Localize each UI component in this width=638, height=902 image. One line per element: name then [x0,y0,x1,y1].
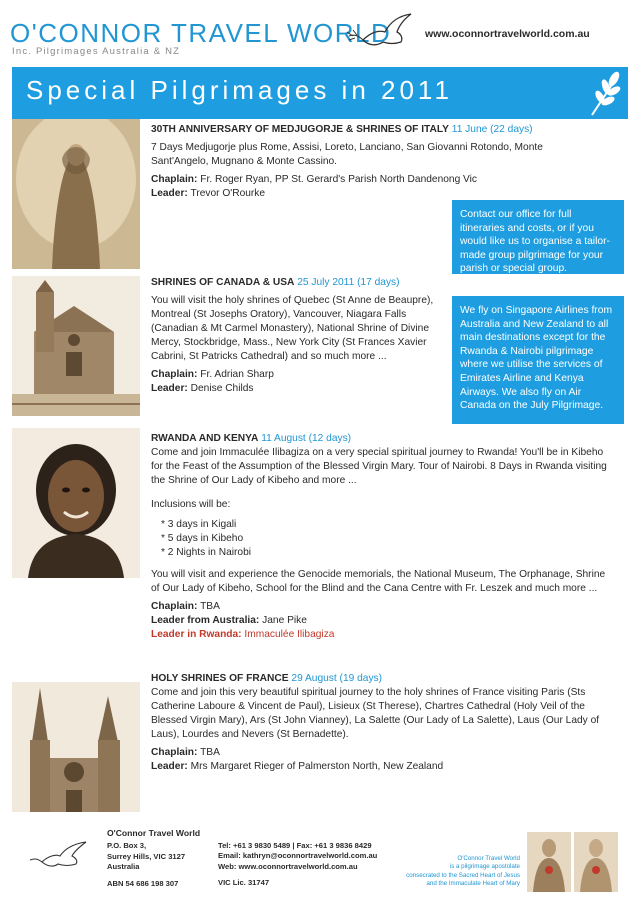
chaplain-name: TBA [200,601,220,612]
inclusions-label: Inclusions will be: [151,499,231,510]
pilgrimage-canada [151,276,447,396]
chaplain-name: Fr. Roger Ryan, PP St. Gerard's Parish North Dandenong Vic [200,174,478,185]
church-photo [12,276,140,416]
brand-subtitle: Inc. Pilgrimages Australia & NZ [12,46,181,57]
address-line: Surrey Hills, VIC 3127 [107,851,186,861]
leader-label: Leader: [151,761,188,772]
leader-label: Leader: [151,383,188,394]
apostolate-line: consecrated to the Sacred Heart of Jesus [406,871,520,879]
chaplain-label: Chaplain: [151,601,198,612]
section-heading: RWANDA AND KENYA [151,433,259,444]
section-body: Come and join this very beautiful spiritual journey to the holy shrines of France visiting Paris (Sts Catherine Laboure & Vincent de Paul), Lisieux (St Therese), Chartres Cathedral (Holy Veil of the Blessed Virgin Mary), Ars (St John Vianney), La Salette (Our Lady of La Salette), Laus (Our Lady of Laus), Lourdes and Nevers (St Bernadette). [151,687,600,740]
portrait-photo [12,428,140,578]
address-line: P.O. Box 3, [107,841,147,851]
footer [0,828,638,902]
address-line: Australia [107,862,140,872]
statue-of-mary-photo [12,119,140,269]
section-heading: HOLY SHRINES OF FRANCE [151,673,289,684]
page-title: Special Pilgrimages in 2011 [26,75,453,105]
chaplain-name: Fr. Adrian Sharp [200,369,274,380]
pilgrimage-medjugorje [151,123,591,201]
chaplain-name: TBA [200,747,220,758]
apostolate-line: is a pilgrimage apostolate [449,863,520,871]
leader-rwanda-label: Leader in Rwanda: [151,629,242,640]
section-body: Come and join Immaculée Ilibagiza on a very special spiritual journey to Rwanda! You'll be in Kibeho for the Feast of the Assumption of the Blessed Virgin Mary. Tour of Nairobi. 8 Days in Rwanda visiting the Shrine of Our Lady of Kibeho and more ... [151,447,607,486]
footer-company: O'Connor Travel World [107,828,201,838]
list-item: * 5 days in Kibeho [161,533,244,544]
abn-number: ABN 54 686 198 307 [107,878,179,888]
section-body: You will visit the holy shrines of Quebec (St Anne de Beaupre), Montreal (St Josephs Oratory), Vancouver, Niagara Falls (Canadian & Mt Carmel Monastery), National Shrine of Divine Mercy, Stockbridge, Mass., New York City (St Frances Xavier Cabrini, St Patricks Cathedral) and so much more ... [151,295,434,362]
contact-info-box: Contact our office for full itineraries and costs, or if you would like us to organise a tailor-made group pilgrimage for your parish or special group. [452,200,624,274]
apostolate-line: O'Connor Travel World [457,855,520,862]
section-heading: 30TH ANNIVERSARY OF MEDJUGORJE & SHRINES OF ITALY [151,124,449,135]
leader-label: Leader from Australia: [151,615,260,626]
vic-licence: VIC Lic. 31747 [218,878,270,888]
pilgrimage-rwanda [151,432,611,642]
cathedral-photo [12,682,140,812]
section-body: 7 Days Medjugorje plus Rome, Assisi, Loreto, Lanciano, San Giovanni Rotondo, Monte Sant'Angelo, Mugnano & Monte Cassino. [151,142,543,167]
footer-contact [218,841,377,889]
chaplain-label: Chaplain: [151,747,198,758]
leader-rwanda-name: Immaculée Ilibagiza [244,629,335,640]
leader-name: Mrs Margaret Rieger of Palmerston North, New Zealand [190,761,444,772]
email-link[interactable]: Email: kathryn@oconnortravelworld.com.au [218,851,378,861]
apostolate-line: and the Immaculate Heart of Mary [426,880,520,888]
immaculate-heart-image [574,832,618,892]
list-item: * 3 days in Kigali [161,519,237,530]
airline-info-box: We fly on Singapore Airlines from Australia and New Zealand to all main destinations except for the Rwanda & Nairobi pilgrimage where we utilise the services of Emirates Airline and Kenya Airways. We also fly on Air Canada on the July Pilgrimage. [452,296,624,424]
section-heading: SHRINES OF CANADA & USA [151,277,295,288]
brand-title: O'CONNOR TRAVEL WORLD [10,18,392,48]
inclusions-list [161,518,611,560]
footer-address [107,828,200,889]
section-date: 11 August (12 days) [261,433,352,444]
leader-label: Leader: [151,188,188,199]
website-link[interactable]: www.oconnortravelworld.com.au [425,28,590,40]
section-body-2: You will visit and experience the Genocide memorials, the National Museum, The Orphanage, Shrine of Our Lady of Kibeho, School for the Blind and the Cana Centre with Fr. Leszek and much more ... [151,569,606,594]
palm-leaf-icon [584,69,626,117]
chaplain-label: Chaplain: [151,174,198,185]
apostolate-note [380,855,520,889]
section-date: 29 August (19 days) [291,673,383,684]
chaplain-label: Chaplain: [151,369,198,380]
leader-name: Denise Childs [190,383,254,394]
dove-logo-icon [345,10,417,54]
phone-fax: Tel: +61 3 9830 5489 | Fax: +61 3 9836 8429 [218,841,372,850]
section-date: 11 June (22 days) [451,124,533,135]
web-link[interactable]: Web: www.oconnortravelworld.com.au [218,861,358,871]
leader-name: Trevor O'Rourke [190,188,266,199]
dove-logo-icon [28,840,90,872]
list-item: * 2 Nights in Nairobi [161,547,252,558]
sacred-heart-image [527,832,571,892]
pilgrimage-france [151,672,611,774]
title-banner [12,67,628,119]
section-date: 25 July 2011 (17 days) [297,277,400,288]
leader-name: Jane Pike [262,615,307,626]
